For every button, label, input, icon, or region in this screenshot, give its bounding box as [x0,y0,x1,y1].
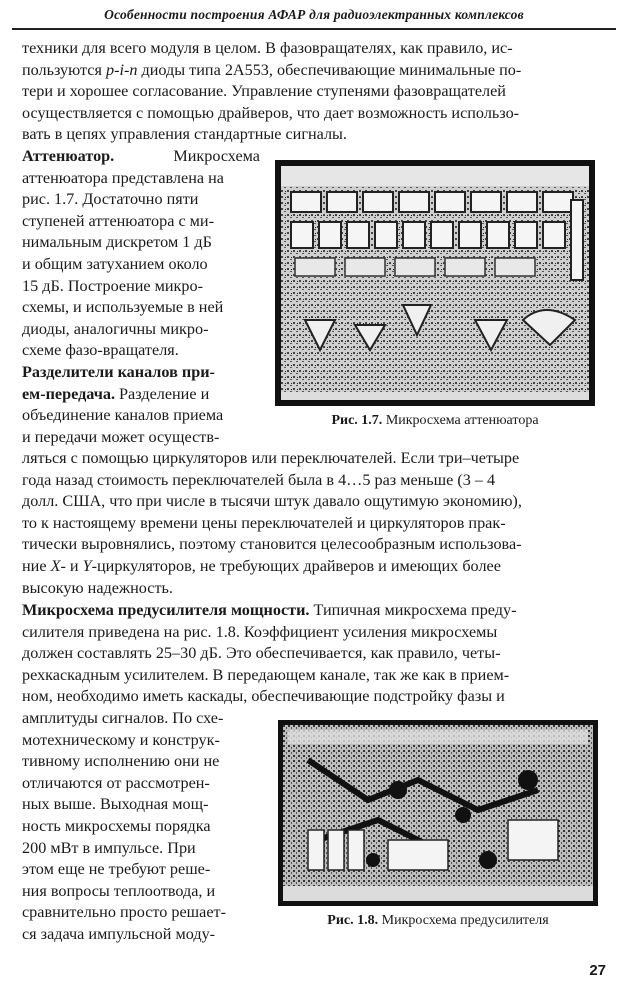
paragraph-splitter-start [22,362,260,448]
section-heading: Разделители каналов при- [22,363,215,381]
text-line: 15 дБ. Построение микро- [22,276,203,295]
text-line: ние X- и Y-циркуляторов, не требующих драйверов и имеющих более [22,556,501,575]
text-line: схемы, и используемые в ней [22,298,224,317]
text-line: амплитуды сигналов. По схе- [22,709,224,727]
text-line: то к настоящему времени цены переключателей и циркуляторов прак- [22,513,506,532]
text-line: техники для всего модуля в целом. В фазовращателях, как правило, ис- [22,39,513,57]
text-line: и общим затуханием около [22,254,208,273]
text-line: мотехническому и конструк- [22,730,220,749]
text-line: тери и хорошее согласование. Управление ступенями фазовращателей [22,82,506,101]
running-header: Особенности построения АФАР для радиоэлектранных комплексов [12,2,616,30]
text-line: осуществляется с помощью драйверов, что дает возможность использо- [22,103,520,122]
text-line: Микросхема предусилителя мощности. Типичная микросхема преду- [22,601,517,619]
text-line: аттенюатора представлена на [22,168,224,187]
paragraph-preamp-narrow [22,708,260,946]
text-line: вать в цепях управления стандартные сигналы. [22,125,347,144]
text-line: ных выше. Выходная мощ- [22,795,209,814]
figure-preamp-chip [278,720,598,906]
paragraph-attenuator [22,146,260,362]
paragraph-preamp [22,600,606,708]
text-line: ступеней аттенюатора с ми- [22,211,214,230]
text-line: пользуются p-i-n диоды типа 2А553, обеспечивающие минимальные по- [22,60,522,79]
preamp-chip-image [278,720,598,906]
section-heading: Микросхема предусилителя мощности. [22,601,310,619]
text-line: года назад стоимость переключателей была в 4…5 раз меньше (3 – 4 [22,470,496,489]
text-line: ния вопросы теплоотвода, и [22,881,216,900]
text-line: этом еще не требуют реше- [22,860,211,879]
text-line: рехкаскадным усилителем. В передающем канале, так же как в прием- [22,665,510,684]
text-line: диоды, аналогичны микро- [22,319,209,338]
paragraph-splitter-continued [22,448,606,599]
text-line: 200 мВт в импульсе. При [22,838,196,857]
text-line: должен составлять 25–30 дБ. Это обеспечивается, как правило, четы- [22,644,501,663]
text-line: тивному исполнению они не [22,752,220,771]
text-line: схеме фазо-вращателя. [22,341,179,360]
attenuator-chip-image [275,160,595,406]
text-line: высокую надежность. [22,578,173,597]
text-line: тически выровнялись, поэтому становится целесообразным использова- [22,535,522,554]
text-line: сравнительно просто решает- [22,903,226,922]
text-line: ность микросхемы порядка [22,816,211,835]
section-heading: Аттенюатор. [22,147,115,165]
page-number: 27 [589,962,606,979]
text-line: ляться с помощью циркуляторов или переключателей. Если три–четыре [22,449,520,467]
text-line: объединение каналов приема [22,406,224,425]
text-line: отличаются от рассмотрен- [22,773,210,792]
text-line: рис. 1.7. Достаточно пяти [22,190,199,209]
text-line: Аттенюатор. Микросхема [22,146,260,168]
text-line: и передачи может осуществ- [22,427,220,446]
text-line: ся задача импульсной моду- [22,924,216,943]
text-line: силителя приведена на рис. 1.8. Коэффициент усиления микросхемы [22,622,498,641]
text-line: ном, необходимо иметь каскады, обеспечивающие подстройку фазы и [22,687,505,706]
figure-attenuator-chip [275,160,595,406]
text-line: ем-передача. Разделение и [22,384,210,403]
figure-caption-1-7: Рис. 1.7. Микросхема аттенюатора [331,413,539,428]
text-line: долл. США, что при числе в тысячи штук давало ощутимую экономию), [22,492,522,511]
paragraph-intro [22,38,606,146]
figure-caption-1-8: Рис. 1.8. Микросхема предусилителя [327,913,549,928]
text-line: нимальным дискретом 1 дБ [22,233,212,252]
